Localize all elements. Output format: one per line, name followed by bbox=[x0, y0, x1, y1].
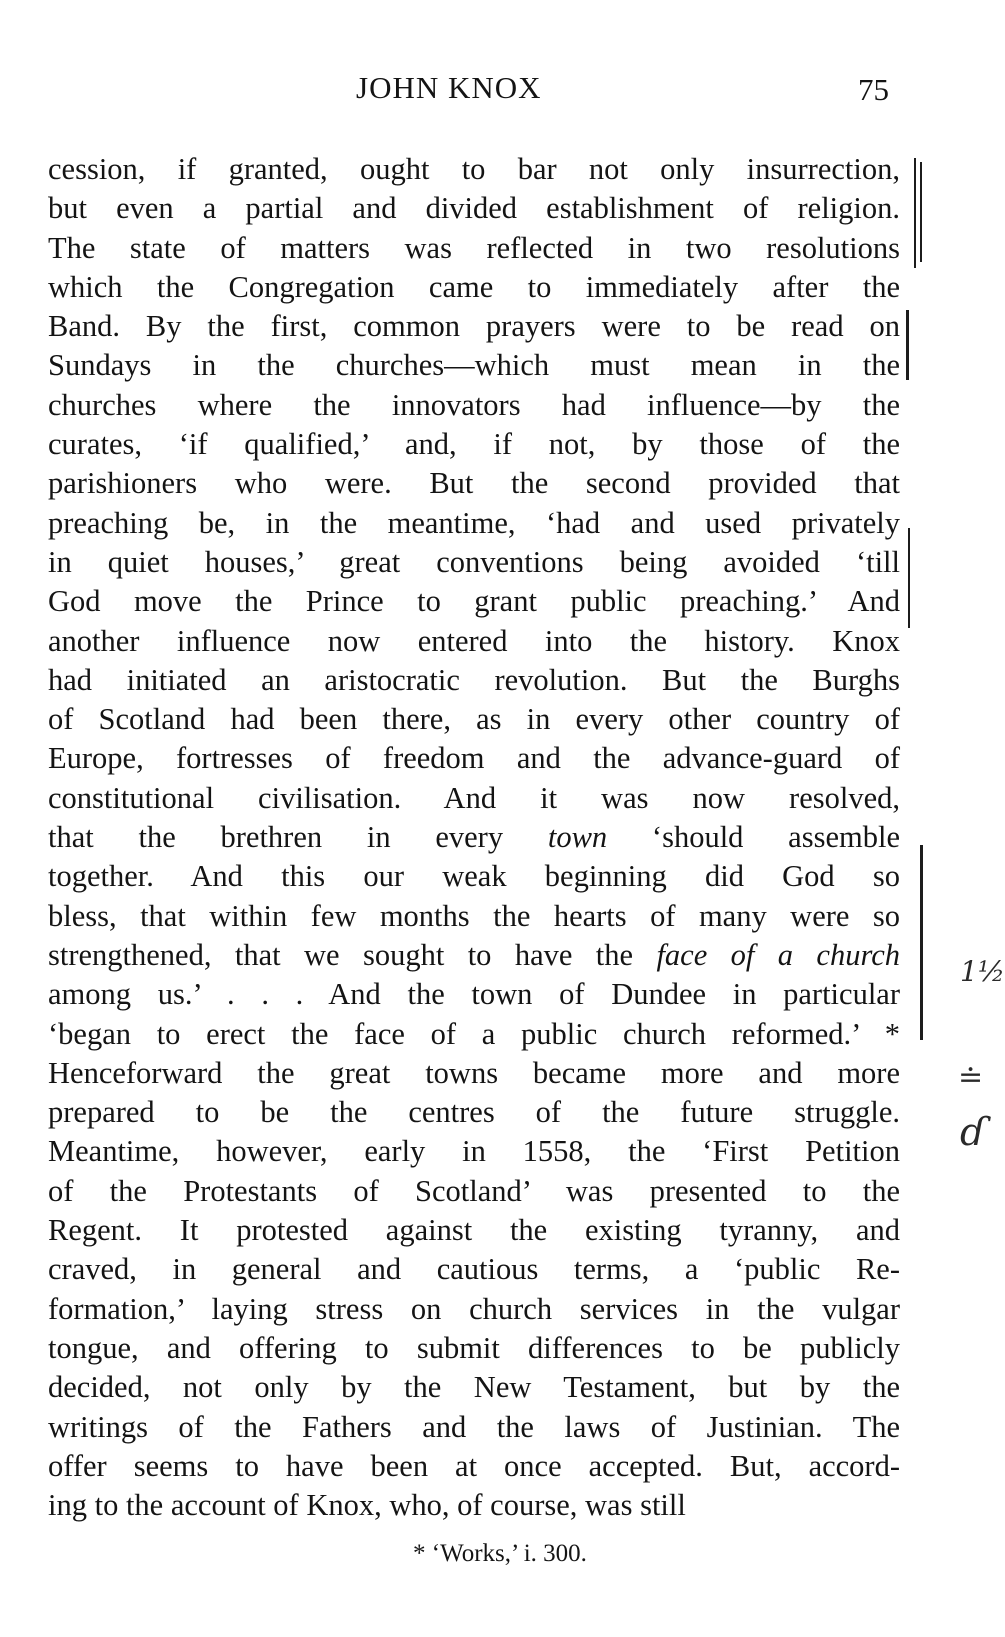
text-line: The state of matters was reflected in two resolutions bbox=[48, 230, 900, 265]
text-line: decided, not only by the New Testament, but by the bbox=[48, 1370, 900, 1405]
text-line: another influence now entered into the history. Knox bbox=[48, 623, 900, 658]
text-line: ‘began to erect the face of a public church reformed.’ * bbox=[48, 1016, 900, 1051]
margin-line bbox=[920, 845, 923, 1040]
text-line: ing to the account of Knox, who, of course, was still bbox=[48, 1488, 686, 1523]
text-line: Henceforward the great towns became more and more bbox=[48, 1055, 900, 1090]
margin-note: ɗ bbox=[960, 1110, 986, 1154]
margin-line bbox=[908, 528, 910, 628]
text-line: constitutional civilisation. And it was now resolved, bbox=[48, 780, 900, 815]
margin-note: ≐ bbox=[958, 1060, 984, 1095]
text-line: tongue, and offering to submit differences to be publicly bbox=[48, 1330, 900, 1365]
text-line: in quiet houses,’ great conventions being avoided ‘till bbox=[48, 544, 900, 579]
text-line: Meantime, however, early in 1558, the ‘First Petition bbox=[48, 1134, 900, 1169]
margin-line bbox=[920, 162, 922, 262]
text-line: Band. By the first, common prayers were to be read on bbox=[48, 309, 900, 344]
text-line: Sundays in the churches—which must mean in the bbox=[48, 348, 900, 383]
text-line: offer seems to have been at once accepted. But, accord- bbox=[48, 1448, 900, 1483]
running-title: JOHN KNOX bbox=[356, 70, 542, 105]
margin-line bbox=[914, 158, 916, 268]
italic-phrase: face of a church bbox=[656, 937, 900, 972]
text-line: but even a partial and divided establishment of religion. bbox=[48, 191, 900, 226]
text-line: churches where the innovators had influence—by the bbox=[48, 387, 900, 422]
text-line: bless, that within few months the hearts of many were so bbox=[48, 898, 900, 933]
text-line: together. And this our weak beginning did God so bbox=[48, 859, 900, 894]
text-line: had initiated an aristocratic revolution. But the Burghs bbox=[48, 662, 900, 697]
margin-note: 1½ bbox=[960, 955, 1005, 988]
text-line: God move the Prince to grant public preaching.’ And bbox=[48, 584, 900, 619]
margin-line bbox=[906, 310, 909, 380]
text-line: Regent. It protested against the existing tyranny, and bbox=[48, 1213, 900, 1248]
text-line: of Scotland had been there, as in every other country of bbox=[48, 702, 900, 737]
running-head bbox=[0, 70, 1000, 114]
text-line: that the brethren in every town ‘should assemble bbox=[48, 820, 900, 855]
text-line: Europe, fortresses of freedom and the advance-guard of bbox=[48, 741, 900, 776]
text-line: strengthened, that we sought to have the face of a church bbox=[48, 937, 900, 972]
body-text bbox=[48, 150, 900, 1525]
text-line: craved, in general and cautious terms, a ‘public Re- bbox=[48, 1252, 900, 1287]
text-line: which the Congregation came to immediately after the bbox=[48, 269, 900, 304]
text-line: preaching be, in the meantime, ‘had and used privately bbox=[48, 505, 900, 540]
text-line: prepared to be the centres of the future struggle. bbox=[48, 1095, 900, 1130]
text-line: formation,’ laying stress on church services in the vulgar bbox=[48, 1291, 900, 1326]
page-number: 75 bbox=[858, 72, 889, 107]
text-line: cession, if granted, ought to bar not only insurrection, bbox=[48, 152, 900, 186]
text-line: among us.’ . . . And the town of Dundee in particular bbox=[48, 977, 900, 1012]
text-line: of the Protestants of Scotland’ was presented to the bbox=[48, 1173, 900, 1208]
text-line: curates, ‘if qualified,’ and, if not, by those of the bbox=[48, 427, 900, 462]
text-line: parishioners who were. But the second provided that bbox=[48, 466, 900, 501]
text-line: writings of the Fathers and the laws of Justinian. The bbox=[48, 1409, 900, 1444]
italic-phrase: town bbox=[547, 820, 608, 855]
footnote: * ‘Works,’ i. 300. bbox=[413, 1540, 587, 1567]
